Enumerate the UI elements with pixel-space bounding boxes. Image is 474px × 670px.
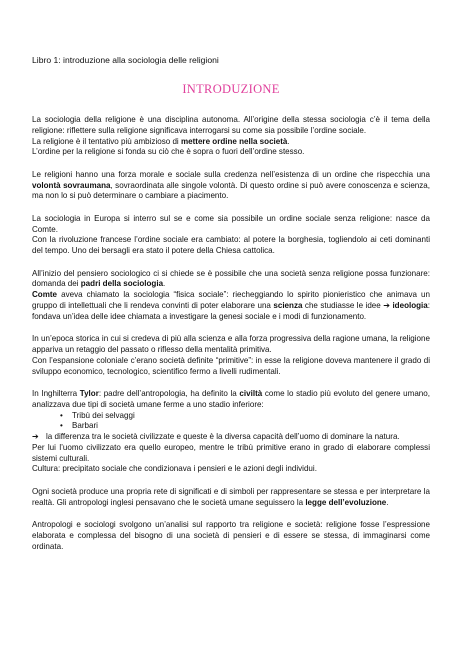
paragraph-text: In un’epoca storica in cui si credeva di più alla scienza e alla forza progressiva della ragione umana, la religione appariva un retaggio del passato o riflesso della mentalità primitiva.	[32, 334, 430, 354]
paragraph-4	[32, 269, 430, 323]
bold-text: scienza	[273, 300, 303, 310]
bold-text: legge dell’evoluzione	[305, 497, 387, 507]
text-run: All’inizio del pensiero sociologico ci si chiede se è possibile che una società senza religione possa funzionare: domanda dei	[32, 268, 430, 289]
bullet-dot-icon: •	[60, 421, 63, 431]
list-item	[32, 411, 430, 422]
text-run: .	[163, 279, 166, 289]
text-run: : fondava un’idea delle idee chiamata a investigare la genesi sociale e i modi di funzionamento.	[32, 300, 431, 321]
text-run: Le religioni hanno una forza morale e sociale sulla credenza nell’esistenza di un ordine che rispecchia una	[32, 169, 430, 179]
paragraph-text: Con l’espansione coloniale c’erano società definite “primitive”: in esse la religione doveva mantenere il grado di sviluppo economico, tecnologico, scientifico fermo a livelli rudimentali.	[32, 355, 430, 376]
text-run: la differenza tra le società civilizzate e queste è la diversa capacità dell’uomo di dominare la natura.	[46, 432, 400, 442]
text-run: come lo stadio più evoluto del genere umano, analizzava due tipi di società umane ferme a uno stadio inferiore:	[32, 388, 430, 409]
arrow-item	[32, 432, 430, 443]
list-item	[32, 421, 430, 432]
bold-text: Tylor	[79, 388, 99, 398]
paragraph-text	[32, 137, 430, 148]
text-run: .	[287, 136, 290, 146]
text-run: : padre dell’antropologia, ha definito la	[98, 388, 240, 398]
paragraph-text: Per lui l’uomo civilizzato era quello europeo, mentre le tribù primitive erano in grado di elaborare complessi sistemi culturali.	[32, 442, 430, 463]
bold-text: volontà sovraumana	[32, 180, 111, 190]
paragraph-text: Con la rivoluzione francese l’ordine sociale era cambiato: al potere la borghesia, togliendolo ai ceti dominanti del tempo. Uno dei bersagli era stato il potere della Chiesa cattolica.	[32, 235, 430, 256]
paragraph-7	[32, 487, 430, 509]
paragraph-2	[32, 170, 430, 202]
bold-text: ideologia	[392, 300, 428, 310]
text-run: Ogni società produce una propria rete di significati e di simboli per rappresentare se stessa e per interpretare la realtà. Gli antropologi inglesi pensavano che le società umane seguissero la	[32, 486, 430, 507]
paragraph-text: Antropologi e sociologi svolgono un’analisi sul rapporto tra religione e società: religione fosse l’espressione elaborata e complessa del bisogno di una società di pensieri e di essere se stessa, di immaginarsi come ordinata.	[32, 520, 430, 551]
paragraph-text	[32, 389, 430, 411]
text-run: La religione è il tentativo più ambizioso di	[32, 136, 181, 146]
bold-text: padri della sociologia	[80, 279, 164, 289]
bold-text: mettere ordine nella società	[180, 136, 288, 146]
arrow-right-icon: ➔	[383, 300, 393, 310]
paragraph-1	[32, 115, 430, 158]
paragraph-text: L’ordine per la religione si fonda su ciò che è sopra o fuori dell’ordine stesso.	[32, 147, 305, 157]
text-run: , sovraordinata alle singole volontà. Di questo ordine si può avere conoscenza e scienza, ma non lo si può determinare o cambiare a piacimento.	[32, 180, 430, 201]
text-run: In Inghilterra	[32, 388, 80, 398]
paragraph-text	[32, 269, 430, 291]
document-title: INTRODUZIONE	[182, 82, 280, 96]
paragraph-3	[32, 214, 430, 257]
text-run: che studiasse le idee	[302, 300, 384, 310]
arrow-right-icon: ➔	[32, 432, 39, 442]
bullet-list	[32, 411, 430, 433]
bullet-dot-icon: •	[60, 410, 63, 420]
text-run: .	[386, 497, 389, 507]
paragraph-text	[32, 290, 430, 322]
paragraph-8	[32, 520, 430, 552]
paragraph-5	[32, 334, 430, 377]
list-item-label: Tribù dei selvaggi	[72, 410, 135, 420]
bold-text: Comte	[32, 290, 58, 300]
paragraph-text: La sociologia in Europa si interro sul se e come sia possibile un ordine sociale senza religione: nasce da Comte.	[32, 213, 430, 234]
list-item-label: Barbari	[72, 421, 98, 431]
bold-text: civiltà	[239, 388, 263, 398]
document-header: Libro 1: introduzione alla sociologia delle religioni	[32, 55, 219, 65]
paragraph-text: Cultura: precipitato sociale che condizionava i pensieri e le azioni degli individui.	[32, 464, 317, 474]
paragraph-6	[32, 389, 430, 475]
text-run: aveva chiamato la sociologia “fisica sociale”: riecheggiando lo spirito pionieristico che animava un gruppo di intellettuali che li rendeva convinti di poter elaborare una	[32, 290, 430, 310]
paragraph-text: La sociologia della religione è una disciplina autonoma. All’origine della stessa sociologia c’è il tema della religione: riflettere sulla religione significava interrogarsi su come sia possibile l’ordine sociale.	[32, 115, 430, 135]
